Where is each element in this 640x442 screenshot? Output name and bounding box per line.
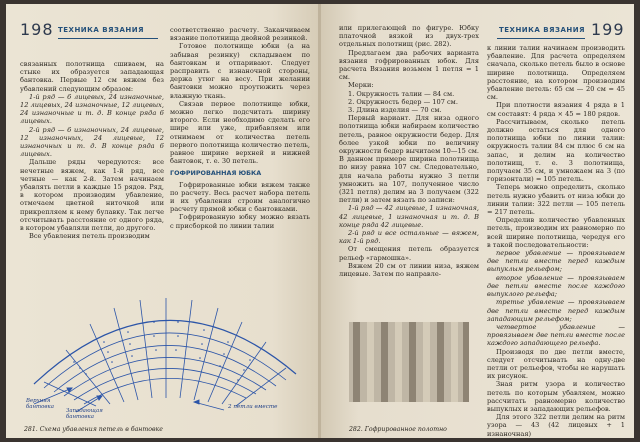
left-column-2 [170,26,310,230]
header-rule [497,38,585,39]
paragraph: 1. Окружность талии — 84 см. [348,89,455,98]
label-two-together: 2 петли вместе [228,404,278,410]
paragraph: Предлагаем два рабочих варианта вязания гофрированных юбок. Для расчета Вязания возьмем 1 петля = 1 см. [339,48,479,82]
paragraph: 2-й ряд — 6 изнаночных, 24 лицевые, 12 изнаночных, 24 лицевые, 12 изнаночных и т. д. В конце ряда 6 лицевых. [20,125,164,159]
paragraph: соответственно расчету. Заканчиваем вязание полотнища двойной резинкой. [170,26,310,43]
paragraph: 2. Окружность бедер — 107 см. [348,97,458,106]
paragraph: Рассчитываем, сколько петель должно остаться для одного полотнища юбки по линии талии: окружность талии 84 см плюс 6 см на запас, и делим на количество полотнищ, т. е. 3 полотнища, получаем 35 см, и умножаем на 3 (по горизонтали) = 105 петель. [487,117,625,184]
figure-caption: 282. Гофрированное полотно [349,426,447,433]
paragraph: Определив количество убавленных петель, производим их равномерно по всей ширине полотнища, чередуя его в такой последовательности: [487,216,625,249]
left-page [6,4,319,438]
paragraph: При плотности вязания 4 ряда в 1 см составят: 4 ряда × 45 = 180 рядов. [487,101,625,118]
header-rule [58,38,158,39]
book-spread [6,4,634,438]
paragraph: связанных полотнища сшиваем, на стыке их образуется западающая бантовка. Первые 12 см вяжем без убавлений следующим образом: [20,60,164,93]
section-heading: ГОФРИРОВАННАЯ ЮБКА [170,169,262,178]
paragraph: Гофрированные юбки вяжем также по расчету. Весь расчет набора петель и их убавления строим аналогично расчету прямой юбки с бантовками. [170,180,310,214]
paragraph: первое убавление — провязываем две петли вместе перед каждым выпуклым рельефом; [487,249,625,274]
paragraph: Производя по две петли вместе, следует отсчитывать на одну-две петли от рельефов, чтобы не нарушать их рисунок. [487,347,625,381]
paragraph: Для этого 322 петли делим на ритм узора — 43 (42 лицевых + 1 изнаночная) [487,413,625,438]
paragraph: 1-й ряд — 6 лицевых, 24 изнаночные, 12 лицевых, 24 изнаночные, 12 лицевых, 24 изнаночные и т. д. В конце ряда 6 лицевых. [20,92,164,126]
figure-caption: 281. Схема убавления петель в бантовке [24,426,163,433]
right-column-1 [339,24,479,278]
paragraph: к линии талии начинаем производить убавление. Для расчета определяем сначала, сколько петель было в основе ширине полотнища. Определяем расстояние, на котором производим убавление петель: 65 см — 20 см = 45 см. [487,44,625,102]
paragraph: 1-й ряд — 42 лицевые, 1 изнаночная, 42 лицевые, 1 изнаночная и т. д. В конце ряда 42 лицевые. [339,204,479,229]
running-header: ТЕХНИКА ВЯЗАНИЯ [58,26,144,34]
paragraph: второе убавление — провязываем две петли вместе после каждого выпуклого рельефа; [487,273,625,299]
page-number: 198 [20,20,54,39]
label-inner-fold: Западающая бантовка [66,408,103,420]
running-header: ТЕХНИКА ВЯЗАНИЯ [499,26,585,34]
paragraph: Зная ритм узора и количество петель по которым убавляем, можно рассчитать равномерно количество выпуклых и западающих рельефов. [487,380,625,413]
paragraph: Дальше ряды чередуются: все нечетные вяжем, как 1-й ряд, все четные — как 2-й. Затем начинаем убавлять петли в каждые 15 рядов. Ряд, в котором производим убавление, отмечаем цветной ниточкой или прикрепляем к нему булавку. Так легче отсчитывать расстояние от одного ряда, в котором убавляли петли, до другого. [20,158,164,233]
right-page [321,4,634,438]
paragraph: От смещения петель образуется рельеф «гармошка». [339,245,479,262]
paragraph: Связав первое полотнище юбки, можно легко подсчитать ширину второго. Если необходимо сделать его шире или уже, прибавляем или отнимаем от количества петель первого полотнища количество петель, равное ширине верхней и нижней бантовок, т. е. 30 петель. [170,99,310,166]
paragraph: Готовое полотнище юбки (а на забывая резинку) складываем по бантовкам и отпаривают. Следует расправить с изнаночной стороны, держа утюг на весу. При желании бантовки можно проутюжить через влажную ткань. [170,42,310,100]
paragraph: 3. Длина изделия — 70 см. [348,106,442,115]
paragraph: 2-й ряд и все остальные — вяжем, как 1-й ряд. [339,229,479,246]
paragraph: Теперь можно определить, сколько петель нужно убавить от низа юбки до линии талии: 322 петли — 105 петель = 217 петель. [487,183,625,217]
paragraph: Гофрированную юбку можно вязать с присборкой по линии талии [170,213,310,230]
paragraph: Вяжем 20 см от линии низа, вяжем лицевые. Затем по направле- [339,261,479,279]
page-number: 199 [591,20,625,39]
paragraph: Все убавления петель производим [29,232,150,241]
paragraph: Первый вариант. Для низа одного полотнища юбки набираем количество петель, равное окружности бедер. Для более узкой юбки по величину окружности бедер вычитаем 10—15 см. В данном примере ширина полотнища по низу равна 107 см. Следовательно, для начала работы нужно 3 петли умножить на 107, полученное число (321 петля) делим на 3 получаем (322 петли) и затем вязать по записи: [339,114,479,205]
paragraph: четвертое убавление — провязываем две петли вместе после каждого западающего рельефа. [487,322,625,348]
paragraph: третье убавление — провязываем две петли вместе перед каждым западающим рельефом; [487,298,625,323]
left-column-1 [20,60,164,240]
knitted-fabric-photo [349,322,469,402]
paragraph: или прилегающей по фигуре. Юбку платочной вязкой из двух-трех отдельных полотнищ (рис. 282). [339,24,479,49]
label-top-fold: Верхняя бантовка [26,398,54,410]
right-column-2 [487,44,625,438]
paragraph: Мерки: [348,81,374,90]
